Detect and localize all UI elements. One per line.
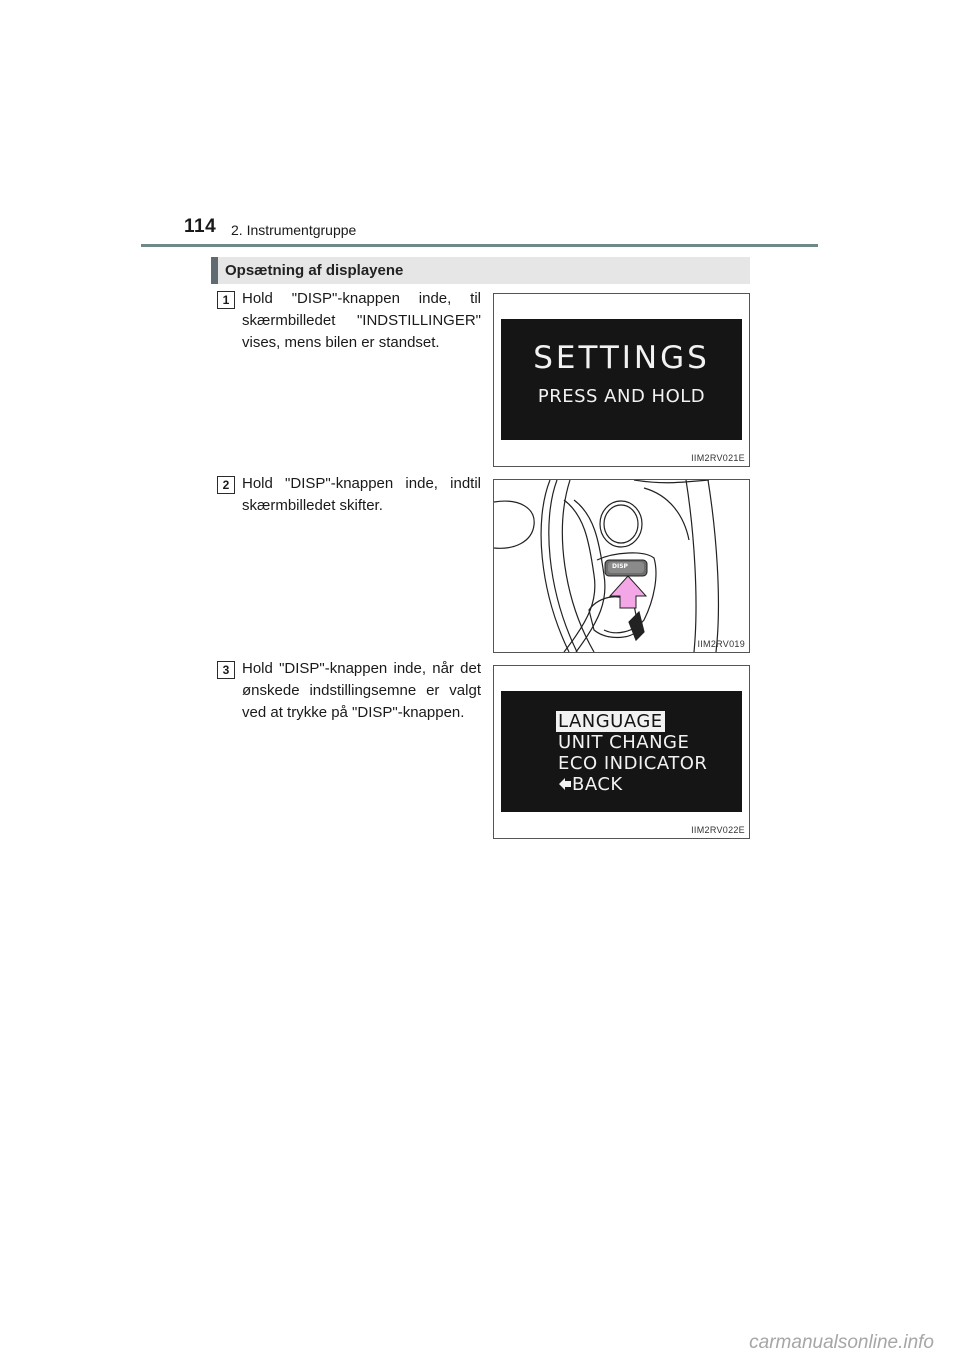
step-number-2: 2 <box>217 476 235 494</box>
section-accent-bar <box>211 257 218 284</box>
menu-item-language: LANGUAGE <box>558 711 663 732</box>
menu-display <box>501 691 742 812</box>
left-arrow-icon <box>558 777 572 791</box>
page-number: 114 <box>184 216 217 237</box>
step-number-1: 1 <box>217 291 235 309</box>
figure-caption-3: IIM2RV022E <box>691 825 745 835</box>
step-text-2: Hold "DISP"-knappen inde, indtil skærmbilledet skifter. <box>242 475 481 514</box>
menu-screen-figure <box>493 665 750 839</box>
step-number-3: 3 <box>217 661 235 679</box>
section-heading <box>211 257 750 284</box>
steering-wheel-figure <box>493 479 750 653</box>
press-arrow-icon <box>610 576 646 608</box>
header-divider <box>141 244 818 247</box>
menu-item-back-label: BACK <box>572 774 623 795</box>
chapter-title: 2. Instrumentgruppe <box>231 222 357 238</box>
settings-display <box>501 319 742 440</box>
step-text-3: Hold "DISP"-knappen inde, når det ønskede indstillingsemne er valgt ved at trykke på "DISP"-knappen. <box>242 660 481 721</box>
menu-item-unit-change: UNIT CHANGE <box>558 732 690 753</box>
menu-item-back <box>558 774 623 795</box>
disp-button-label: DISP <box>612 563 628 570</box>
menu-item-eco-indicator: ECO INDICATOR <box>558 753 708 774</box>
settings-subtitle: PRESS AND HOLD <box>537 386 706 407</box>
figure-caption-2: IIM2RV019 <box>697 639 745 649</box>
footer-watermark: carmanualsonline.info <box>749 1332 934 1353</box>
settings-screen-figure <box>493 293 750 467</box>
figure-caption-1: IIM2RV021E <box>691 453 745 463</box>
step-text-1: Hold "DISP"-knappen inde, til skærmbilledet "INDSTILLINGER" vises, mens bilen er standset. <box>242 290 481 351</box>
section-title: Opsætning af displayene <box>225 262 404 279</box>
settings-title: SETTINGS <box>533 340 710 376</box>
